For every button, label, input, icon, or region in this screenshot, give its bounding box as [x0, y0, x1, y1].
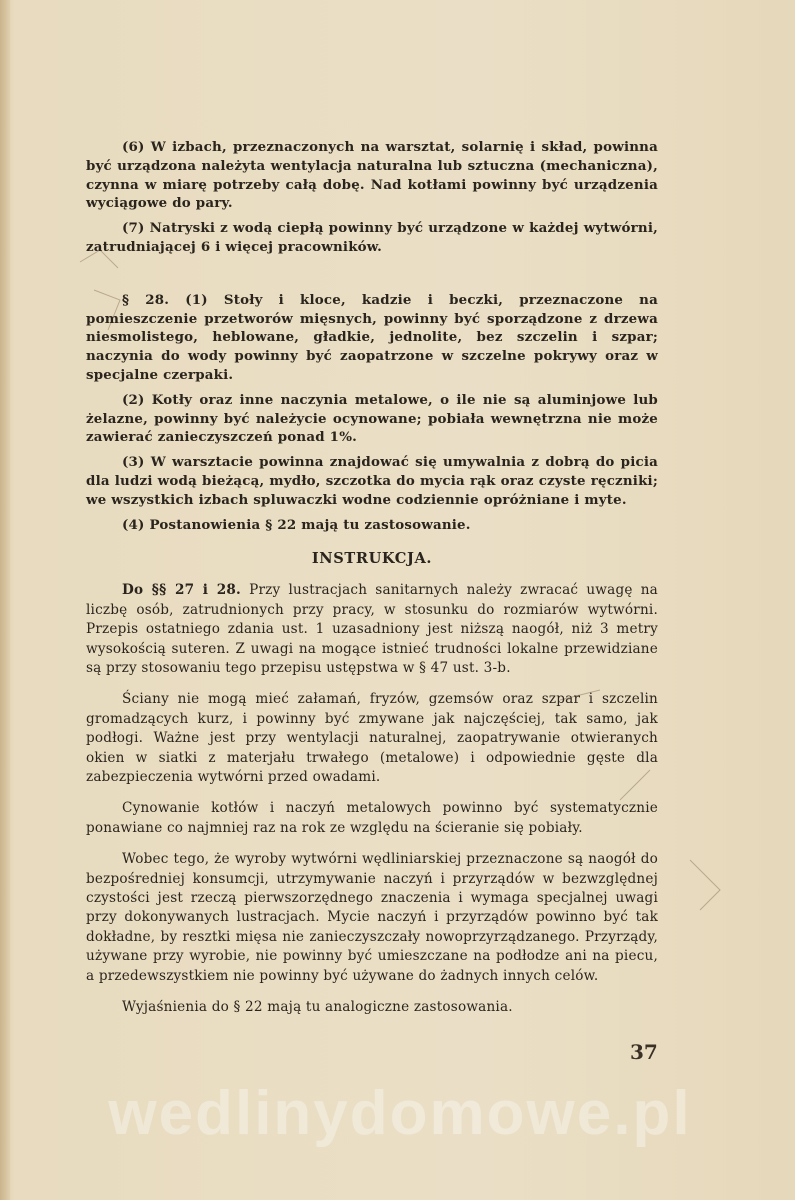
- instrukcja-paragraph-1-text: Przy lustracjach sanitarnych należy zwracać uwagę na liczbę osób, zatrudnionych przy pracy, w stosunku do rozmiarów wytwórni. Przepis ostatniego zdania ust. 1 uzasadniony jest niższą naogół, niż 3 metry wysokością suteren. Z uwagi na mogące istnieć trudności lokalne przewidziane są przy stosowaniu tego przepisu ustępstwa w § 47 ust. 3-b.: [86, 582, 658, 676]
- paragraphs-top: [86, 138, 658, 257]
- section-28-item-4: (4) Postanowienia § 22 mają tu zastosowanie.: [122, 516, 471, 533]
- instrukcja-paragraph-1: [86, 581, 658, 678]
- page-number: 37: [630, 1040, 658, 1064]
- instrukcja-paragraph-2: Ściany nie mogą mieć załamań, fryzów, gzemsów oraz szpar i szczelin gromadzących kurz, i powinny być zmywane jak najczęściej, tak samo, jak podłogi. Ważne jest przy wentylacji naturalnej, zaopatrywanie otwieranych okien w siatki z materjału trwałego (metalowe) i odpowiednie gęste dla zabezpieczenia wytwórni przed owadami.: [86, 691, 658, 785]
- watermark: wedlinydomowe.pl: [108, 1079, 692, 1148]
- instrukcja-paragraph-3: Cynowanie kotłów i naczyń metalowych powinno być systematycznie ponawiane co najmniej raz na rok ze względu na ścieranie się pobiały.: [86, 800, 658, 836]
- instrukcja-lead: Do §§ 27 i 28.: [122, 582, 241, 599]
- instrukcja-paragraph-5: Wyjaśnienia do § 22 mają tu analogiczne zastosowania.: [122, 999, 513, 1016]
- instrukcja-body: [86, 581, 658, 1017]
- section-28-item-1: § 28. (1) Stoły i kloce, kadzie i beczki, przeznaczone na pomieszczenie przetworów mięsnych, powinny być sporządzone z drzewa niesmolistego, heblowane, gładkie, jednolite, bez szczelin i szpar; naczynia do wody powinny być zaopatrzone w szczelne pokrywy oraz w specjalne czerpaki.: [86, 291, 658, 383]
- section-28: [86, 291, 658, 535]
- paragraph-7: (7) Natryski z wodą ciepłą powinny być urządzone w każdej wytwórni, zatrudniającej 6 i więcej pracowników.: [86, 220, 658, 255]
- section-28-item-3: (3) W warsztacie powinna znajdować się umywalnia z dobrą do picia dla ludzi wodą bieżącą, mydło, szczotka do mycia rąk oraz czyste ręczniki; we wszystkich izbach spluwaczki wodne codziennie opróżniane i myte.: [86, 454, 658, 508]
- instrukcja-heading: INSTRUKCJA.: [311, 550, 433, 568]
- instrukcja-paragraph-4: Wobec tego, że wyroby wytwórni wędliniarskiej przeznaczone są naogół do bezpośredniej konsumcji, utrzymywanie naczyń i przyrządów w bezwzględnej czystości jest rzeczą pierwszorzędnego znaczenia i wymaga specjalnej uwagi przy dokonywanych lustracjach. Mycie naczyń i przyrządów powinno być tak dokładne, by resztki mięsa nie zanieczyszczały nowoprzyrządzanego. Przyrządy, używane przy wyrobie, nie powinny być umieszczane na podłodze ani na piecu, a przedewszystkiem nie powinny być używane do żadnych innych celów.: [86, 851, 658, 984]
- text-body: [86, 138, 658, 1029]
- section-28-item-2: (2) Kotły oraz inne naczynia metalowe, o ile nie są aluminjowe lub żelazne, powinny być należycie ocynowane; pobiała wewnętrzna nie może zawierać zanieczyszczeń ponad 1%.: [86, 391, 658, 446]
- paragraph-6: (6) W izbach, przeznaczonych na warsztat, solarnię i skład, powinna być urządzona należyta wentylacja naturalna lub sztuczna (mechaniczna), czynna w miarę potrzeby całą dobę. Nad kotłami powinny być urządzenia wyciągowe do pary.: [86, 139, 658, 212]
